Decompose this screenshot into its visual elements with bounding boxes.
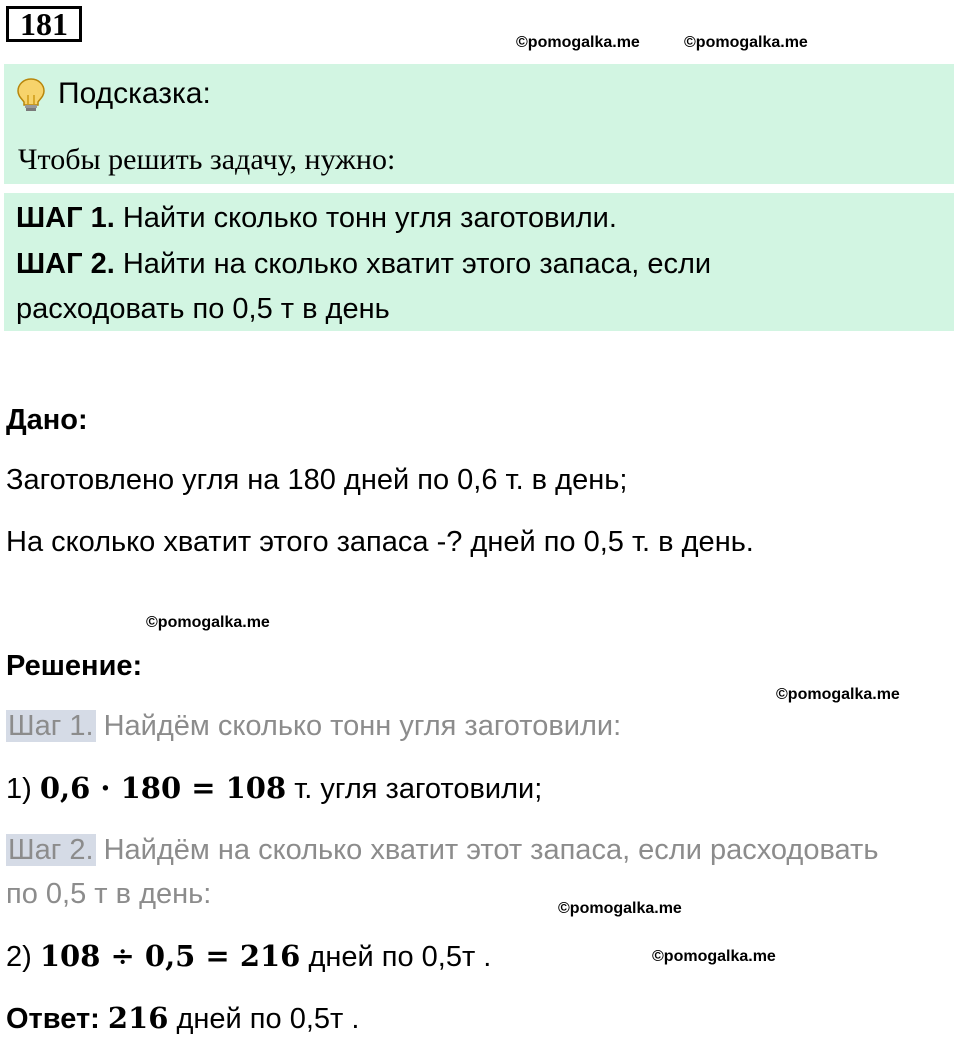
answer-value: 216 <box>107 1001 169 1035</box>
hint-intro: Чтобы решить задачу, нужно: <box>18 143 396 176</box>
watermark: ©pomogalka.me <box>652 948 776 965</box>
watermark: ©pomogalka.me <box>146 614 270 631</box>
solution-step-1 <box>6 706 621 746</box>
step-text: Найти сколько тонн угля заготовили. <box>122 202 617 234</box>
hint-step-2 <box>16 243 711 285</box>
given-line: На сколько хватит этого запаса -? дней по 0,5 т. в день. <box>6 526 754 558</box>
given-heading: Дано: <box>6 404 88 436</box>
math-expression: 108 ÷ 0,5 = 216 <box>39 939 301 973</box>
step-text: Найдём на сколько хватит этот запаса, если расходовать <box>103 834 879 866</box>
hint-step-1 <box>16 197 617 239</box>
solution-step-2-continued: по 0,5 т в день: <box>6 878 212 910</box>
answer-line <box>6 998 359 1039</box>
watermark: ©pomogalka.me <box>558 900 682 917</box>
answer-label: Ответ: <box>6 1003 100 1035</box>
given-line: Заготовлено угля на 180 дней по 0,6 т. в день; <box>6 464 628 496</box>
step-text: Найти на сколько хватит этого запаса, если <box>122 248 712 280</box>
step-label: ШАГ 1. <box>16 202 115 234</box>
solution-heading: Решение: <box>6 650 143 682</box>
calc-text: дней по 0,5т . <box>308 941 492 973</box>
math-expression: 0,6 · 180 = 108 <box>39 771 287 805</box>
calc-text: т. угля заготовили; <box>294 773 543 805</box>
lightbulb-icon <box>16 77 46 113</box>
step-label: Шаг 1. <box>8 710 94 742</box>
calc-line-1 <box>6 768 542 809</box>
watermark: ©pomogalka.me <box>516 34 640 51</box>
solution-step-2 <box>6 830 878 870</box>
step-label: Шаг 2. <box>8 834 94 866</box>
hint-step-2-continued: расходовать по 0,5 т в день <box>16 293 390 325</box>
calc-line-2 <box>6 936 491 977</box>
hint-title-text: Подсказка: <box>58 77 211 110</box>
hint-title <box>16 74 211 114</box>
step-label: ШАГ 2. <box>16 248 115 280</box>
watermark: ©pomogalka.me <box>684 34 808 51</box>
step-text: Найдём сколько тонн угля заготовили: <box>103 710 622 742</box>
calc-number: 2) <box>6 941 32 973</box>
calc-number: 1) <box>6 773 32 805</box>
task-number: 181 <box>6 6 82 42</box>
answer-text: дней по 0,5т . <box>176 1003 360 1035</box>
watermark: ©pomogalka.me <box>776 686 900 703</box>
